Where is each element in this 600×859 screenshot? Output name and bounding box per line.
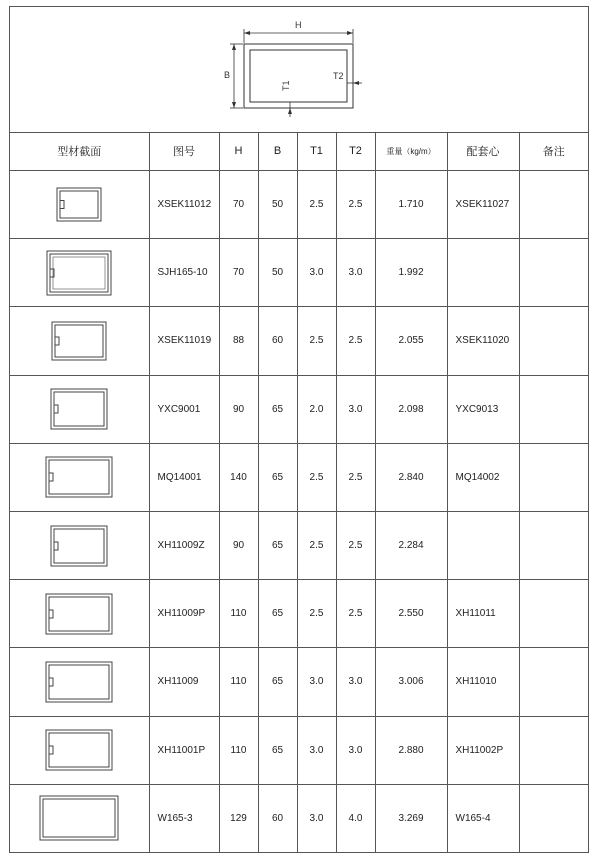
cell-weight: 3.269	[375, 784, 447, 852]
table-header-row	[10, 132, 588, 171]
cell-t1: 2.0	[297, 375, 336, 443]
cell-match: XH11010	[447, 648, 519, 716]
cell-b: 60	[258, 784, 297, 852]
cell-t2: 3.0	[336, 648, 375, 716]
cell-t2: 2.5	[336, 171, 375, 239]
profile-section-drawing	[45, 249, 113, 297]
cell-weight: 2.880	[375, 716, 447, 784]
cell-t1: 2.5	[297, 580, 336, 648]
cell-note	[519, 307, 588, 375]
table-row	[10, 375, 588, 443]
cell-h: 110	[219, 716, 258, 784]
profile-section-cell	[10, 784, 149, 852]
cell-t2: 2.5	[336, 443, 375, 511]
cell-note	[519, 580, 588, 648]
cell-t2: 3.0	[336, 239, 375, 307]
cell-weight: 2.055	[375, 307, 447, 375]
profile-spec-table	[10, 132, 588, 852]
cell-match	[447, 511, 519, 579]
table-row	[10, 511, 588, 579]
table-row	[10, 580, 588, 648]
cell-t2: 3.0	[336, 375, 375, 443]
cell-note	[519, 716, 588, 784]
cell-weight: 1.710	[375, 171, 447, 239]
cell-note	[519, 375, 588, 443]
profile-section-drawing	[50, 320, 108, 362]
cell-t1: 3.0	[297, 784, 336, 852]
cell-weight: 2.840	[375, 443, 447, 511]
header-code: 图号	[149, 132, 219, 171]
label-h: H	[295, 20, 302, 30]
cell-match	[447, 239, 519, 307]
cell-b: 60	[258, 307, 297, 375]
cell-t1: 3.0	[297, 648, 336, 716]
cell-b: 65	[258, 716, 297, 784]
profile-section-drawing	[44, 660, 114, 704]
cell-match: YXC9013	[447, 375, 519, 443]
cell-t2: 2.5	[336, 307, 375, 375]
profile-section-drawing	[44, 455, 114, 499]
cell-match: XSEK11020	[447, 307, 519, 375]
cell-weight: 1.992	[375, 239, 447, 307]
profile-section-cell	[10, 580, 149, 648]
cell-code: SJH165-10	[149, 239, 219, 307]
cell-b: 65	[258, 375, 297, 443]
header-t1: T1	[297, 132, 336, 171]
cell-weight: 2.098	[375, 375, 447, 443]
label-t1: T1	[281, 80, 291, 91]
header-match: 配套心	[447, 132, 519, 171]
cell-t2: 4.0	[336, 784, 375, 852]
cell-weight: 2.284	[375, 511, 447, 579]
cell-t1: 2.5	[297, 307, 336, 375]
cell-h: 90	[219, 375, 258, 443]
profile-section-cell	[10, 307, 149, 375]
header-weight: 重量（kg/m）	[375, 132, 447, 171]
header-b: B	[258, 132, 297, 171]
cell-b: 50	[258, 171, 297, 239]
cell-code: XH11009P	[149, 580, 219, 648]
cell-note	[519, 443, 588, 511]
table-row	[10, 239, 588, 307]
cell-match: XSEK11027	[447, 171, 519, 239]
cell-b: 50	[258, 239, 297, 307]
cell-b: 65	[258, 511, 297, 579]
table-row	[10, 307, 588, 375]
cell-code: W165-3	[149, 784, 219, 852]
cell-t2: 3.0	[336, 716, 375, 784]
label-t2: T2	[333, 71, 344, 81]
profile-section-drawing	[49, 387, 109, 431]
header-h: H	[219, 132, 258, 171]
profile-section-cell	[10, 716, 149, 784]
cell-note	[519, 239, 588, 307]
cell-t1: 2.5	[297, 443, 336, 511]
header-t2: T2	[336, 132, 375, 171]
cell-code: XH11001P	[149, 716, 219, 784]
cell-h: 70	[219, 239, 258, 307]
table-body	[10, 171, 588, 852]
profile-section-drawing	[44, 728, 114, 772]
profile-section-drawing	[44, 592, 114, 636]
profile-section-drawing	[38, 794, 120, 842]
table-row	[10, 716, 588, 784]
header-section: 型材截面	[10, 132, 149, 171]
cell-code: MQ14001	[149, 443, 219, 511]
profile-section-cell	[10, 648, 149, 716]
cell-match: XH11002P	[447, 716, 519, 784]
profile-section-drawing	[55, 186, 103, 223]
reference-diagram	[10, 7, 588, 133]
cell-t2: 2.5	[336, 511, 375, 579]
profile-section-cell	[10, 171, 149, 239]
cell-weight: 3.006	[375, 648, 447, 716]
cell-t1: 2.5	[297, 511, 336, 579]
table-row	[10, 171, 588, 239]
cell-code: XSEK11019	[149, 307, 219, 375]
cell-code: XH11009Z	[149, 511, 219, 579]
profile-section-cell	[10, 443, 149, 511]
cell-h: 140	[219, 443, 258, 511]
cell-match: XH11011	[447, 580, 519, 648]
cell-t1: 3.0	[297, 716, 336, 784]
profile-section-cell	[10, 375, 149, 443]
cell-h: 110	[219, 580, 258, 648]
cell-code: XH11009	[149, 648, 219, 716]
profile-section-cell	[10, 511, 149, 579]
cell-t1: 2.5	[297, 171, 336, 239]
cell-h: 129	[219, 784, 258, 852]
cell-h: 110	[219, 648, 258, 716]
cell-note	[519, 171, 588, 239]
cell-code: YXC9001	[149, 375, 219, 443]
table-row	[10, 784, 588, 852]
cell-b: 65	[258, 580, 297, 648]
label-b: B	[224, 70, 231, 80]
cell-h: 70	[219, 171, 258, 239]
header-note: 备注	[519, 132, 588, 171]
cell-code: XSEK11012	[149, 171, 219, 239]
cell-match: MQ14002	[447, 443, 519, 511]
table-row	[10, 443, 588, 511]
cell-h: 88	[219, 307, 258, 375]
spec-sheet	[9, 6, 589, 853]
cell-b: 65	[258, 443, 297, 511]
cell-match: W165-4	[447, 784, 519, 852]
cell-note	[519, 511, 588, 579]
cell-t2: 2.5	[336, 580, 375, 648]
cell-note	[519, 784, 588, 852]
cell-weight: 2.550	[375, 580, 447, 648]
cell-note	[519, 648, 588, 716]
table-row	[10, 648, 588, 716]
profile-section-drawing	[49, 524, 109, 568]
profile-section-cell	[10, 239, 149, 307]
cell-b: 65	[258, 648, 297, 716]
cell-h: 90	[219, 511, 258, 579]
cell-t1: 3.0	[297, 239, 336, 307]
